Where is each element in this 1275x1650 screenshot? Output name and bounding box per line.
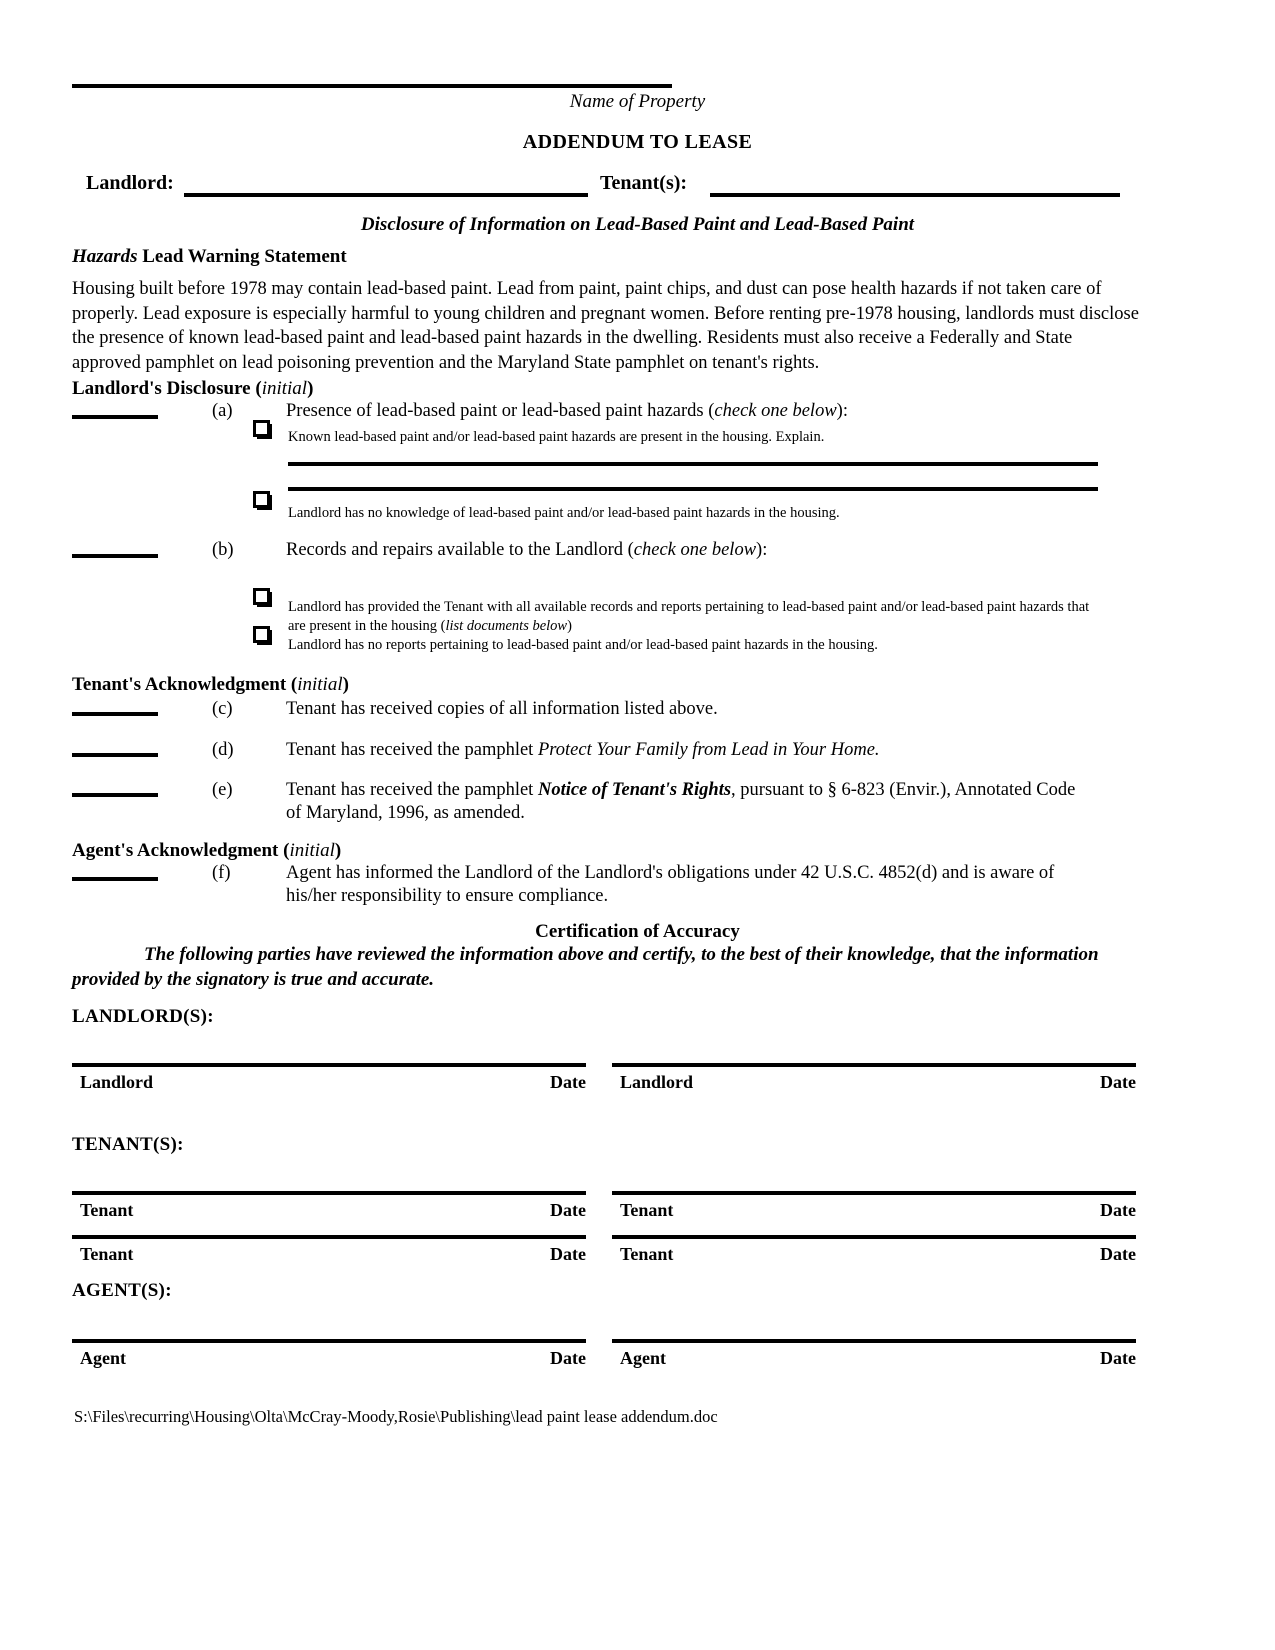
agent-signature-caption: AGENT(S): [72,1280,172,1301]
paren-close: ) [342,674,349,695]
lead-warning-statement-heading [72,245,347,269]
records-hint: list documents below [445,618,568,634]
explain-line-2[interactable] [288,487,1098,491]
paren-close: ) [307,378,314,399]
item-letter-d: (d) [212,740,234,760]
page-title: ADDENDUM TO LEASE [522,131,753,153]
signature-line[interactable] [72,1191,586,1195]
lead-warning-words: Lead Warning Statement [137,246,347,267]
checkbox-records-provided[interactable] [253,588,270,605]
landlord-fill-line[interactable] [184,193,588,197]
signature-label: Tenant [80,1200,134,1220]
initial-line-b[interactable] [72,554,158,558]
signature-line[interactable] [72,1339,586,1343]
date-label: Date [550,1348,586,1368]
paren-open: ( [290,674,298,695]
lead-warning-paragraph: Housing built before 1978 may contain lead-based paint. Lead from paint, paint chips, and dust can pose health hazards if not taken care of properly. Lead exposure is especially harmful to young children and pregnant women. Before renting pre-1978 housing, landlords must disclose the presence of known lead-based paint and lead-based paint hazards in the dwelling. Residents must also receive a Federally and State approved pamphlet on lead poisoning prevention and the Maryland State pamphlet on tenant's rights. [72,279,1139,373]
date-label: Date [550,1200,586,1220]
signature-line[interactable] [72,1063,586,1067]
initial-hint: initial [297,674,343,695]
tenant-signature-caption: TENANT(S): [72,1134,184,1155]
checkbox-no-reports-label: Landlord has no reports pertaining to lead-based paint and/or lead-based paint hazards in the housing. [288,637,878,653]
heading-text: Tenant's Acknowledgment [72,674,291,695]
checkbox-no-knowledge-lead-label: Landlord has no knowledge of lead-based paint and/or lead-based paint hazards in the housing. [288,505,840,521]
tenant-fill-line[interactable] [710,193,1120,197]
date-label: Date [550,1072,586,1092]
paren-open: ( [283,840,290,861]
agent-acknowledgment-heading [72,840,341,862]
signature-label: Tenant [620,1244,674,1264]
records-paren: ( [440,618,446,634]
signature-row-tenant-left-2 [72,1235,586,1277]
heading-text: Landlord's Disclosure [72,378,256,399]
signature-row-landlord-left [72,1063,586,1105]
signature-line[interactable] [612,1339,1136,1343]
date-label: Date [1100,1244,1136,1264]
explain-line-1[interactable] [288,462,1098,466]
signature-row-agent-right [612,1339,1136,1381]
paren-open: ( [255,378,262,399]
tenant-label: Tenant(s): [600,172,688,194]
signature-row-tenant-right-2 [612,1235,1136,1277]
item-a-main: Presence of lead-based paint or lead-based paint hazards [286,401,709,421]
heading-text: Agent's Acknowledgment [72,840,284,861]
date-label: Date [1100,1348,1136,1368]
item-a-paren: ( [708,401,715,421]
hazards-word: Hazards [72,246,138,267]
item-letter-b: (b) [212,540,234,560]
item-letter-a: (a) [212,401,233,421]
landlord-signature-caption: LANDLORD(S): [72,1006,214,1027]
item-text-c: Tenant has received copies of all information listed above. [286,699,718,719]
footer-file-path: S:\Files\recurring\Housing\Olta\McCray-Moody,Rosie\Publishing\lead paint lease addendum.doc [74,1407,718,1426]
checkbox-no-reports[interactable] [253,626,270,643]
item-text-b [286,539,767,562]
item-e-pamphlet: Notice of Tenant's Rights [537,780,732,800]
item-text-f: Agent has informed the Landlord of the Landlord's obligations under 42 U.S.C. 4852(d) and is aware of his/her responsibility to ensure compliance. [286,863,1055,906]
disclosure-subtitle: Disclosure of Information on Lead-Based Paint and Lead-Based Paint [360,214,915,235]
certification-title: Certification of Accuracy [535,921,740,942]
tenant-acknowledgment-heading [72,674,349,696]
signature-label: Tenant [620,1200,674,1220]
checkbox-known-lead-present-label: Known lead-based paint and/or lead-based paint hazards are present in the housing. Explain. [288,429,825,445]
item-e-end: , pursuant to § 6-823 (Envir.), Annotated Code of Maryland, 1996, as amended. [286,780,1076,823]
signature-row-tenant-right-1 [612,1191,1136,1233]
signature-line[interactable] [612,1191,1136,1195]
signature-row-tenant-left-1 [72,1191,586,1233]
item-text-e [286,779,1086,825]
item-text-a [286,400,848,423]
landlord-label: Landlord: [86,172,174,194]
initial-line-d[interactable] [72,753,158,757]
item-b-hint: check one below [633,540,757,560]
signature-label: Landlord [620,1072,694,1092]
initial-hint: initial [261,378,308,399]
checkbox-no-knowledge-lead[interactable] [253,491,270,508]
item-a-end: ): [836,401,848,421]
item-b-paren: ( [627,540,634,560]
property-name-fill-line[interactable] [72,84,672,88]
party-fill-row [72,172,1120,198]
certification-body: The following parties have reviewed the information above and certify, to the best of their knowledge, that the information provided by the signatory is true and accurate. [72,944,1099,990]
item-d-main: Tenant has received the pamphlet [286,740,538,760]
checkbox-known-lead-present[interactable] [253,420,270,437]
signature-label: Agent [80,1348,126,1368]
checkbox-records-provided-label [288,598,1098,636]
signature-row-agent-left [72,1339,586,1381]
date-label: Date [550,1244,586,1264]
item-e-main: Tenant has received the pamphlet [286,780,538,800]
initial-line-e[interactable] [72,793,158,797]
item-a-hint: check one below [714,401,837,421]
item-letter-c: (c) [212,699,233,719]
landlord-disclosure-heading [72,378,313,400]
signature-label: Tenant [80,1244,134,1264]
item-d-pamphlet: Protect Your Family from Lead in Your Home. [537,740,880,760]
item-b-main: Records and repairs available to the Landlord [286,540,628,560]
date-label: Date [1100,1072,1136,1092]
paren-close: ) [334,840,342,861]
initial-line-f[interactable] [72,877,158,881]
item-letter-f: (f) [212,863,231,883]
signature-line[interactable] [612,1063,1136,1067]
item-text-d [286,739,880,762]
item-b-end: ): [756,540,768,560]
initial-hint: initial [289,840,335,861]
property-name-caption: Name of Property [569,91,706,112]
signature-row-landlord-right [612,1063,1136,1105]
initial-line-a[interactable] [72,415,158,419]
signature-label: Landlord [80,1072,154,1092]
item-letter-e: (e) [212,780,233,800]
signature-line[interactable] [72,1235,586,1239]
signature-label: Agent [620,1348,666,1368]
signature-line[interactable] [612,1235,1136,1239]
records-end: ) [567,618,572,634]
initial-line-c[interactable] [72,712,158,716]
date-label: Date [1100,1200,1136,1220]
records-main: Landlord has provided the Tenant with all available records and reports pertaining to lead-based paint and/or lead-based paint hazards that are present in the housing [288,599,1090,634]
